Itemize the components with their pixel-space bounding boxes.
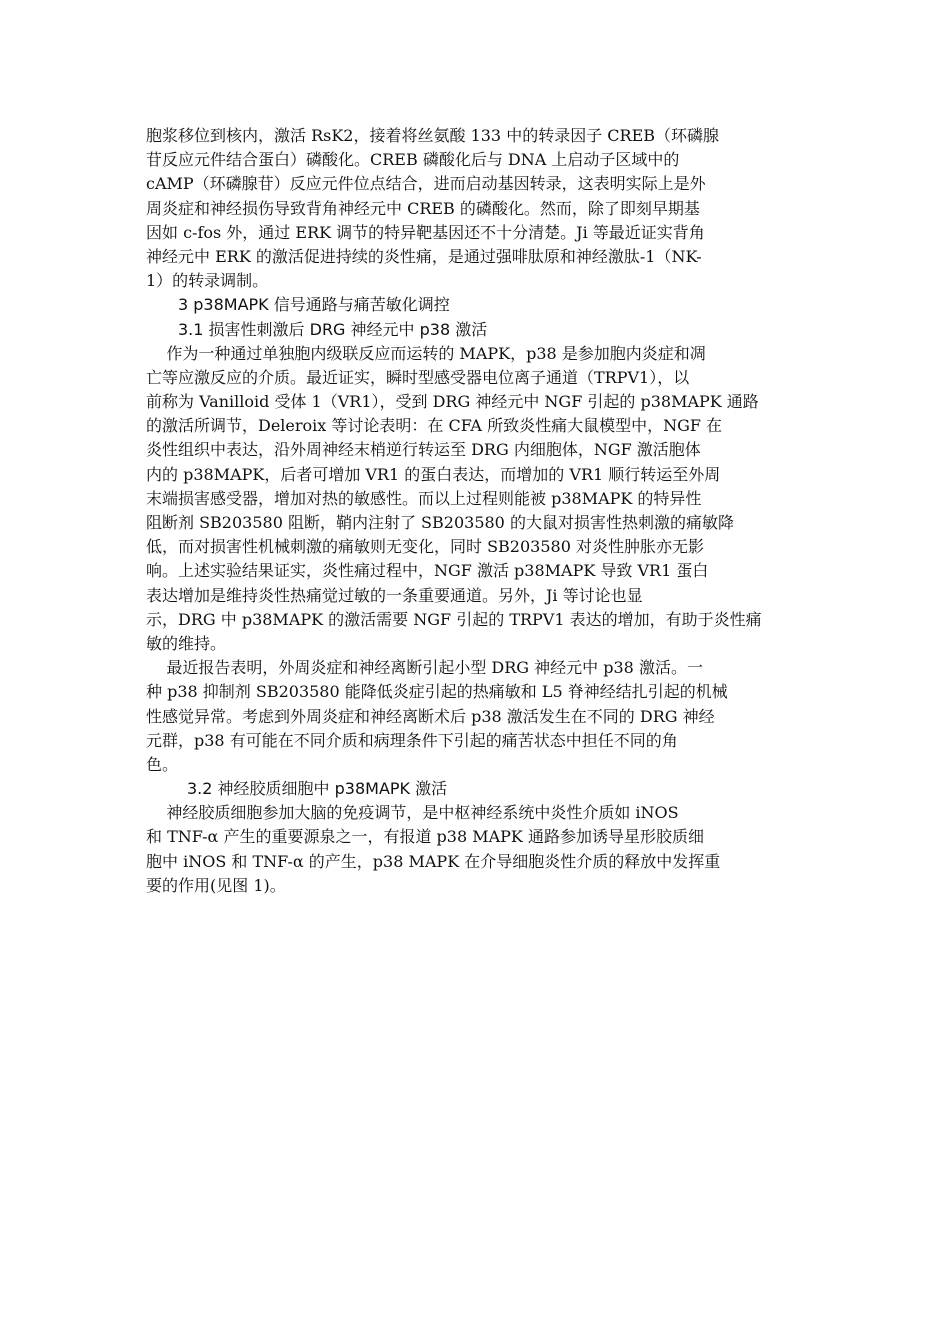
text-line: 性感觉异常。考虑到外周炎症和神经离断术后 p38 激活发生在不同的 DRG 神经 [146, 706, 715, 726]
text-line: 因如 c-fos 外，通过 ERK 调节的特异靶基因还不十分清楚。Ji 等最近证实背角 [146, 222, 705, 242]
text-line: 1）的转录调制。 [146, 271, 269, 291]
text-line: 胞浆移位到核内，激活 RsK2，接着将丝氨酸 133 中的转录因子 CREB（环磷腺 [146, 126, 720, 145]
text-line: 示，DRG 中 p38MAPK 的激活需要 NGF 引起的 TRPV1 表达的增加，有助于炎性痛 [146, 609, 762, 629]
heading-text: 3.2 神经胶质细胞中 p38MAPK 激活 [187, 779, 448, 799]
text-line: 作为一种通过单独胞内级联反应而运转的 MAPK，p38 是参加胞内炎症和凋 [146, 343, 706, 363]
text-line: 炎性组织中表达，沿外周神经末梢逆行转运至 DRG 内细胞体，NGF 激活胞体 [146, 440, 701, 460]
text-line: 苷反应元件结合蛋白）磷酸化。CREB 磷酸化后与 DNA 上启动子区域中的 [146, 150, 680, 170]
text-line: 末端损害感受器，增加对热的敏感性。而以上过程则能被 p38MAPK 的特异性 [146, 488, 702, 508]
text-line: 内的 p38MAPK，后者可增加 VR1 的蛋白表达，而增加的 VR1 顺行转运至外周 [146, 464, 721, 484]
text-line: 种 p38 抑制剂 SB203580 能降低炎症引起的热痛敏和 L5 脊神经结扎引起的机械 [146, 682, 728, 702]
text-line: 色。 [146, 754, 179, 774]
text-line: 胞中 iNOS 和 TNF-α 的产生，p38 MAPK 在介导细胞炎性介质的释放中发挥重 [146, 851, 721, 871]
paragraph-nerve-injury [146, 656, 806, 777]
subsection-heading-3-1 [146, 318, 806, 342]
text-line: 响。上述实验结果证实，炎性痛过程中，NGF 激活 p38MAPK 导致 VR1 蛋白 [146, 561, 709, 581]
text-line: 低，而对损害性机械刺激的痛敏则无变化，同时 SB203580 对炎性肿胀亦无影 [146, 537, 704, 557]
text-line: 亡等应激反应的介质。最近证实，瞬时型感受器电位离子通道（TRPV1），以 [146, 367, 690, 387]
document-body [146, 124, 806, 898]
subsection-heading-3-2 [146, 777, 806, 801]
text-line: 前称为 Vanilloid 受体 1（VR1），受到 DRG 神经元中 NGF 引起的 p38MAPK 通路 [146, 392, 759, 412]
paragraph-glia [146, 801, 806, 898]
text-line: 敏的维持。 [146, 633, 227, 653]
text-line: 神经元中 ERK 的激活促进持续的炎性痛，是通过强啡肽原和神经激肽-1（NK- [146, 246, 702, 266]
text-line: 元群，p38 有可能在不同介质和病理条件下引起的痛苦状态中担任不同的角 [146, 730, 678, 750]
text-line: 周炎症和神经损伤导致背角神经元中 CREB 的磷酸化。然而，除了即刻早期基 [146, 198, 700, 218]
text-line: 表达增加是维持炎性热痛觉过敏的一条重要通道。另外，Ji 等讨论也显 [146, 585, 643, 605]
heading-text: 3.1 损害性刺激后 DRG 神经元中 p38 激活 [178, 319, 488, 339]
heading-text: 3 p38MAPK 信号通路与痛苦敏化调控 [178, 295, 450, 315]
section-heading-3 [146, 293, 806, 317]
text-line: cAMP（环磷腺苷）反应元件位点结合，进而启动基因转录，这表明实际上是外 [146, 174, 706, 194]
text-line: 的激活所调节，Deleroix 等讨论表明：在 CFA 所致炎性痛大鼠模型中，NGF 在 [146, 416, 723, 436]
text-line: 阻断剂 SB203580 阻断，鞘内注射了 SB203580 的大鼠对损害性热刺激的痛敏降 [146, 513, 734, 532]
text-line: 要的作用(见图 1)。 [146, 875, 286, 895]
text-line: 和 TNF-α 产生的重要源泉之一，有报道 p38 MAPK 通路参加诱导星形胶质细 [146, 827, 704, 847]
text-line: 神经胶质细胞参加大脑的免疫调节，是中枢神经系统中炎性介质如 iNOS [146, 803, 679, 823]
paragraph-p38-drg [146, 342, 806, 656]
text-line: 最近报告表明，外周炎症和神经离断引起小型 DRG 神经元中 p38 激活。一 [146, 658, 703, 678]
paragraph-creb-continuation [146, 124, 806, 293]
